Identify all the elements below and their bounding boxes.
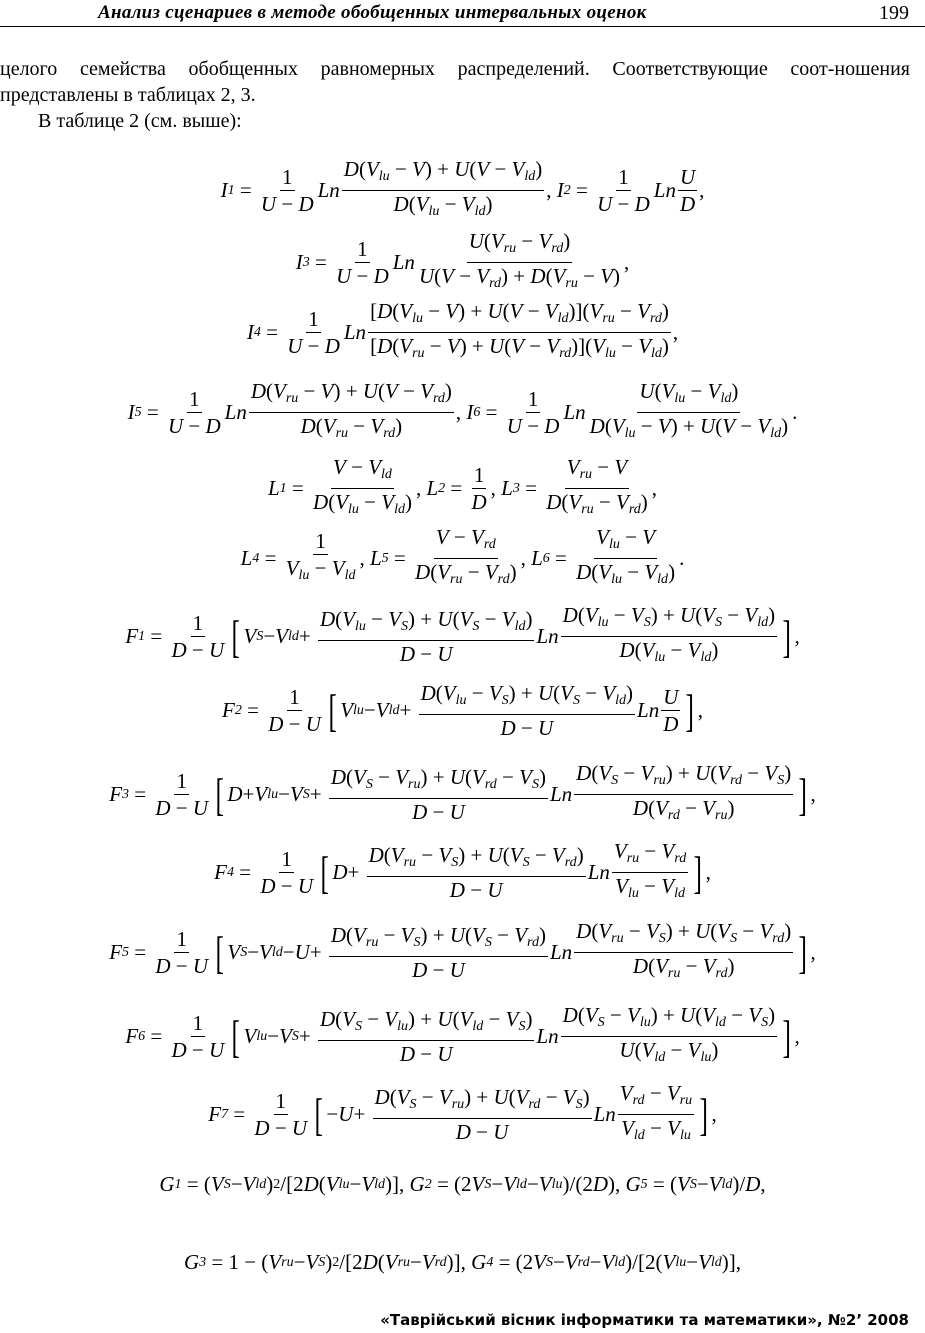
page-number: 199 — [879, 2, 909, 24]
paragraph-1: целого семейства обобщенных равномерных распределений. Соответствующие соот-ношения представлены в таблицах 2, 3. — [0, 58, 910, 106]
journal-footer: «Таврійський вісник інформатики та математики», №2’ 2008 — [380, 1311, 909, 1329]
formula-l4-l6: L 4 = $\frac{1}{V_{lu} - V_{ld}}$ , L 5 = $\frac{V - V_{rd}}{D(V_{ru} - V_{rd})}$ , L 6 = $\frac{V_{lu} - V}{D(V_{lu} - V_{ld})}$ . — [240, 525, 685, 587]
formula-i3: I 3 = $\frac{1}{U - D}$ Ln $\frac{U(V_{ru} - V_{rd})}{U(V - V_{rd}) + D(V_{ru} - V)}$ , — [295, 229, 630, 291]
formula-f7: F 7 = $\frac{1}{D - U}$ [ − U + $\frac{D(V_S - V_{ru}) + U(V_{rd} - V_S)}{D - U}$ Ln $\frac{V_{rd} - V_{ru}}{V_{ld} - V_{lu}}$ ] , — [208, 1081, 717, 1144]
running-title: Анализ сценариев в методе обобщенных интервальных оценок — [98, 2, 647, 23]
formula-g1-g2-g5: G 1 = ( V S − V ld ) 2 /[2 D ( V lu − V ld )], G 2 = (2 V S − V ld − V lu )/(2 D ), G 5 = ( V S − V ld )/ D , — [159, 1172, 766, 1196]
formula-f3: F 3 = $\frac{1}{D - U}$ [ D + V lu − V S + $\frac{D(V_S - V_{ru}) + U(V_{rd} - V_S)}{D - U}$ Ln $\frac{D(V_S - V_{ru}) + U(V_{rd} - V_S)}{D(V_{rd} - V_{ru})}$ ] , — [109, 761, 816, 824]
formula-f5: F 5 = $\frac{1}{D - U}$ [ V S − V ld − U + $\frac{D(V_{ru} - V_S) + U(V_S - V_{rd})}{D - U}$ Ln $\frac{D(V_{ru} - V_S) + U(V_S - V_{rd})}{D(V_{ru} - V_{rd})}$ ] , — [109, 919, 816, 982]
formula-f1: F 1 = $\frac{1}{D - U}$ [ V S − V ld + $\frac{D(V_{lu} - V_S) + U(V_S - V_{ld})}{D - U}$ Ln $\frac{D(V_{lu} - V_S) + U(V_S - V_{ld})}{D(V_{lu} - V_{ld})}$ ] , — [125, 603, 800, 666]
formula-i4: I 4 = $\frac{1}{U - D}$ Ln $\frac{[D(V_{lu} - V) + U(V - V_{ld})](V_{ru} - V_{rd})}{[D(V_{ru} - V) + U(V - V_{rd})](V_{lu} - V_{ld})}$ , — [246, 299, 679, 361]
formula-i5-i6: I 5 = $\frac{1}{U - D}$ Ln $\frac{D(V_{ru} - V) + U(V - V_{rd})}{D(V_{ru} - V_{rd})}$ , I 6 = $\frac{1}{U - D}$ Ln $\frac{U(V_{lu} - V_{ld})}{D(V_{lu} - V) + U(V - V_{ld})}$ . — [127, 379, 798, 441]
formula-l1-l3: L 1 = $\frac{V - V_{ld}}{D(V_{lu} - V_{ld})}$ , L 2 = $\frac{1}{D}$ , L 3 = $\frac{V_{ru} - V}{D(V_{ru} - V_{rd})}$ , — [267, 455, 658, 517]
formula-i1-i2: I 1 = $\frac{1}{U - D}$ Ln $\frac{D(V_{lu} - V) + U(V - V_{ld})}{D(V_{lu} - V_{ld})}$ , I 2 = $\frac{1}{U - D}$ Ln $\frac{U}{D}$ , — [220, 157, 705, 219]
paragraph-2: В таблице 2 (см. выше): — [38, 110, 242, 132]
formula-g3-g4: G 3 = 1 − ( V ru − V S ) 2 /[2 D ( V ru − V rd )], G 4 = (2 V S − V rd − V ld )/[2( V lu − V ld )], — [183, 1250, 742, 1274]
formula-f2: F 2 = $\frac{1}{D - U}$ [ V lu − V ld + $\frac{D(V_{lu} - V_S) + U(V_S - V_{ld})}{D - U}$ Ln $\frac{U}{D}$ ] , — [222, 681, 703, 740]
running-header — [0, 0, 925, 27]
formula-f4: F 4 = $\frac{1}{D - U}$ [ D + $\frac{D(V_{ru} - V_S) + U(V_S - V_{rd})}{D - U}$ Ln $\frac{V_{ru} - V_{rd}}{V_{lu} - V_{ld}}$ ] , — [214, 839, 711, 902]
formula-f6: F 6 = $\frac{1}{D - U}$ [ V lu − V S + $\frac{D(V_S - V_{lu}) + U(V_{ld} - V_S)}{D - U}$ Ln $\frac{D(V_S - V_{lu}) + U(V_{ld} - V_S)}{U(V_{ld} - V_{lu})}$ ] , — [125, 1003, 800, 1066]
